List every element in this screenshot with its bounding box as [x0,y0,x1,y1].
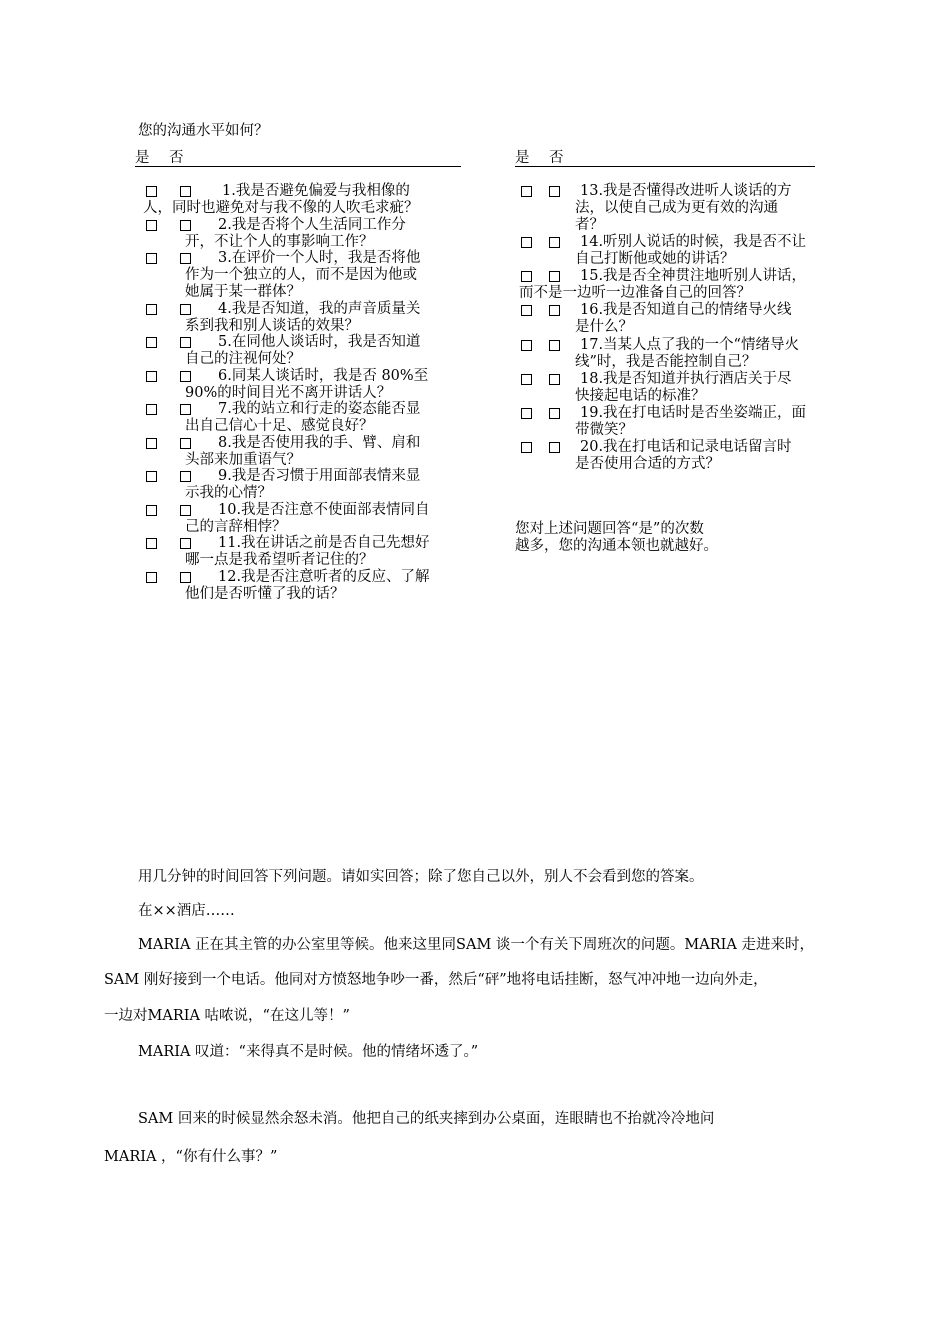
survey-title: 您的沟通水平如何？ [138,123,269,139]
question-text: 20.我在打电话和记录电话留言时 [580,439,792,455]
no-checkbox[interactable] [180,337,191,348]
right-column-header [515,146,815,167]
question-text-continued: 自己的注视何处？ [185,351,301,367]
question-text-continued: 快接起电话的标准？ [575,388,706,404]
question-text-continued: 作为一个独立的人，而不是因为他或 [185,267,417,283]
no-checkbox[interactable] [549,186,560,197]
yes-checkbox[interactable] [146,538,157,549]
question-text-continued: 系到我和别人谈话的效果？ [185,318,359,334]
story-paragraph: MARIA ，“你有什么事？” [104,1149,278,1165]
yes-checkbox[interactable] [146,471,157,482]
instruction-paragraph: 用几分钟的时间回答下列问题。请如实回答；除了您自己以外，别人不会看到您的答案。 [138,869,704,885]
no-checkbox[interactable] [180,371,191,382]
question-text-continued: 开，不让个人的事影响工作？ [185,234,374,250]
yes-checkbox[interactable] [521,340,532,351]
no-checkbox[interactable] [549,271,560,282]
question-text-continued: 人，同时也避免对与我不像的人吹毛求疵？ [143,200,419,216]
question-text: 16.我是否知道自己的情绪导火线 [580,302,792,318]
yes-checkbox[interactable] [521,408,532,419]
no-checkbox[interactable] [549,442,560,453]
left-column-header [135,146,461,167]
question-text: 11.我在讲话之前是否自己先想好 [218,535,430,551]
question-text: 13.我是否懂得改进听人谈话的方 [580,183,792,199]
summary-line: 您对上述问题回答“是”的次数 [515,521,704,537]
question-text-continued: 者？ [575,217,604,233]
question-text: 9.我是否习惯于用面部表情来显 [218,468,421,484]
no-checkbox[interactable] [180,186,191,197]
yes-column-label: 是 [515,150,530,166]
yes-checkbox[interactable] [146,337,157,348]
question-text: 17.当某人点了我的一个“情绪导火 [580,337,799,353]
question-text: 15.我是否全神贯注地听别人讲话， [580,268,807,284]
no-checkbox[interactable] [549,408,560,419]
question-text-continued: 自己打断他或她的讲话？ [575,251,735,267]
no-checkbox[interactable] [549,374,560,385]
yes-checkbox[interactable] [146,404,157,415]
story-paragraph: SAM 回来的时候显然余怒未消。他把自己的纸夹摔到办公桌面，连眼睛也不抬就冷冷地问 [138,1111,715,1127]
question-text: 3.在评价一个人时，我是否将他 [218,250,421,266]
question-text: 19.我在打电话时是否坐姿端正，面 [580,405,807,421]
no-checkbox[interactable] [180,538,191,549]
no-checkbox[interactable] [180,572,191,583]
question-text-continued: 90%的时间目光不离开讲话人？ [185,385,392,401]
question-text: 14.听别人说话的时候，我是否不让 [580,234,807,250]
question-text-continued: 己的言辞相悖？ [185,519,287,535]
question-text: 6.同某人谈话时，我是否 80%至 [218,368,429,384]
no-checkbox[interactable] [549,340,560,351]
no-checkbox[interactable] [180,471,191,482]
yes-checkbox[interactable] [146,253,157,264]
no-checkbox[interactable] [180,505,191,516]
yes-checkbox[interactable] [146,572,157,583]
question-text: 18.我是否知道并执行酒店关于尽 [580,371,792,387]
question-text-continued: 她属于某一群体？ [185,284,301,300]
yes-column-label: 是 [135,150,150,166]
question-text-continued: 哪一点是我希望听者记住的？ [185,552,374,568]
question-text-continued: 而不是一边听一边准备自己的回答？ [519,285,751,301]
question-text-continued: 示我的心情？ [185,485,272,501]
no-checkbox[interactable] [180,438,191,449]
yes-checkbox[interactable] [521,237,532,248]
no-checkbox[interactable] [180,253,191,264]
story-paragraph: 一边对MARIA 咕哝说，“在这儿等！” [104,1008,350,1024]
question-text: 7.我的站立和行走的姿态能否显 [218,401,421,417]
yes-checkbox[interactable] [521,442,532,453]
question-text-continued: 出自己信心十足、感觉良好？ [185,418,374,434]
no-checkbox[interactable] [549,237,560,248]
question-text-continued: 头部来加重语气？ [185,452,301,468]
summary-line: 越多，您的沟通本领也就越好。 [515,538,718,554]
story-paragraph: SAM 刚好接到一个电话。他同对方愤怒地争吵一番，然后“砰”地将电话挂断，怒气冲冲地一边向外走， [104,972,768,988]
yes-checkbox[interactable] [521,271,532,282]
no-checkbox[interactable] [180,304,191,315]
yes-checkbox[interactable] [146,186,157,197]
no-checkbox[interactable] [180,404,191,415]
question-text-continued: 带微笑？ [575,422,633,438]
question-text: 10.我是否注意不使面部表情同自 [218,502,430,518]
survey-summary [515,521,718,555]
question-text-continued: 线”时，我是否能控制自己？ [575,354,757,370]
question-text: 8.我是否使用我的手、臂、肩和 [218,435,421,451]
question-text-continued: 法，以使自己成为更有效的沟通 [575,200,778,216]
no-checkbox[interactable] [549,305,560,316]
yes-checkbox[interactable] [146,304,157,315]
yes-checkbox[interactable] [521,186,532,197]
story-setting: 在××酒店…… [138,903,235,919]
no-checkbox[interactable] [180,220,191,231]
question-text: 1.我是否避免偏爱与我相像的 [222,183,410,199]
yes-checkbox[interactable] [146,438,157,449]
question-text-continued: 是什么？ [575,319,633,335]
question-text-continued: 是否使用合适的方式？ [575,456,720,472]
question-text: 4.我是否知道，我的声音质量关 [218,301,421,317]
story-paragraph: MARIA 叹道：“来得真不是时候。他的情绪坏透了。” [138,1044,479,1060]
question-text: 12.我是否注意听者的反应、了解 [218,569,430,585]
yes-checkbox[interactable] [146,505,157,516]
yes-checkbox[interactable] [146,220,157,231]
question-text: 2.我是否将个人生活同工作分 [218,217,406,233]
yes-checkbox[interactable] [146,371,157,382]
question-text-continued: 他们是否听懂了我的话？ [185,586,345,602]
yes-checkbox[interactable] [521,374,532,385]
yes-checkbox[interactable] [521,305,532,316]
no-column-label: 否 [169,150,184,166]
story-paragraph: MARIA 正在其主管的办公室里等候。他来这里同SAM 谈一个有关下周班次的问题。MARIA 走进来时， [138,937,814,953]
question-text: 5.在同他人谈话时，我是否知道 [218,334,421,350]
no-column-label: 否 [549,150,564,166]
